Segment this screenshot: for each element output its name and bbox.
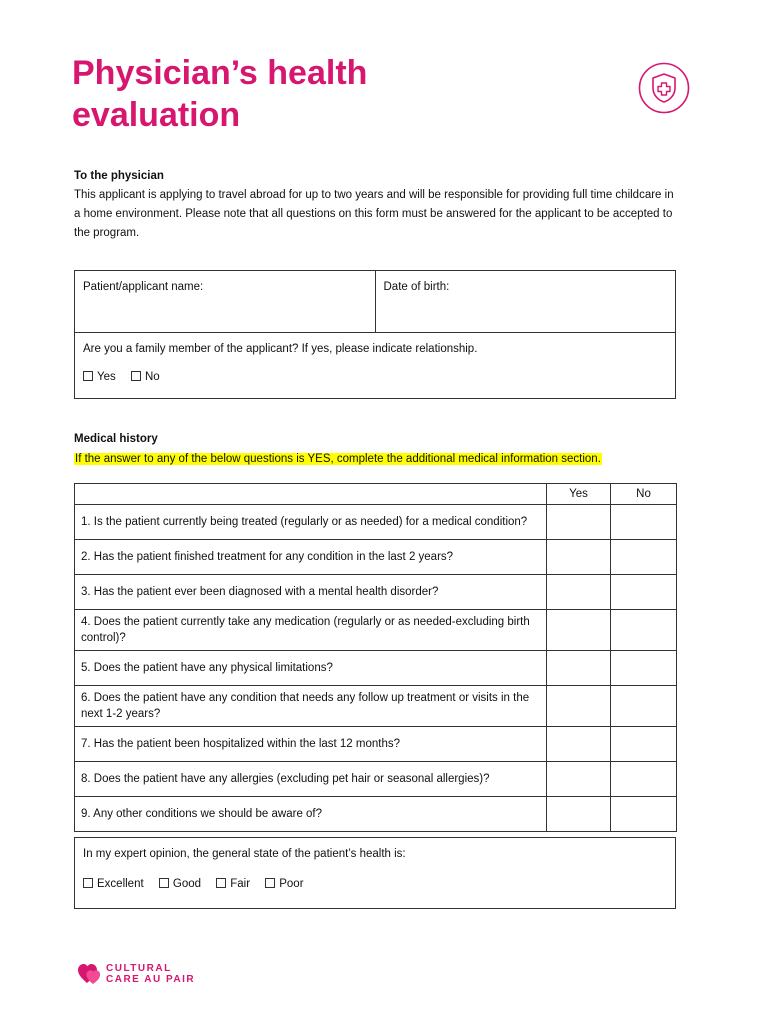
- yes-answer-cell[interactable]: [547, 686, 611, 727]
- no-answer-cell[interactable]: [611, 505, 677, 540]
- no-answer-cell[interactable]: [611, 686, 677, 727]
- yes-answer-cell[interactable]: [547, 651, 611, 686]
- table-row: [75, 575, 677, 610]
- yes-checkbox[interactable]: [83, 371, 116, 383]
- table-row: [75, 762, 677, 797]
- no-answer-cell[interactable]: [611, 540, 677, 575]
- table-row: [75, 797, 677, 832]
- table-row: [75, 686, 677, 727]
- title-line-2: evaluation: [72, 96, 241, 134]
- patient-name-field[interactable]: [75, 271, 376, 333]
- excellent-checkbox[interactable]: [83, 878, 144, 890]
- table-row: [75, 540, 677, 575]
- intro-text: This applicant is applying to travel abroad for up to two years and will be responsible for providing full time childcare in a home environment. Please note that all questions on this form must be answered for the applicant to be accepted to the program.: [74, 189, 674, 239]
- question-text: 3. Has the patient ever been diagnosed with a mental health disorder?: [75, 575, 547, 610]
- family-member-options: [83, 371, 667, 383]
- health-opinion-field: [75, 838, 676, 909]
- question-text: 1. Is the patient currently being treated (regularly or as needed) for a medical condition?: [75, 505, 547, 540]
- question-column-header: [75, 484, 547, 505]
- logo-line-2: CARE AU PAIR: [106, 974, 196, 985]
- medical-history-note: If the answer to any of the below questions is YES, complete the additional medical information section.: [75, 453, 601, 465]
- family-member-field[interactable]: [75, 333, 676, 399]
- yes-answer-cell[interactable]: [547, 727, 611, 762]
- logo-line-1: CULTURAL: [106, 963, 172, 974]
- no-answer-cell[interactable]: [611, 762, 677, 797]
- no-answer-cell[interactable]: [611, 727, 677, 762]
- yes-answer-cell[interactable]: [547, 762, 611, 797]
- health-opinion-options: [83, 878, 667, 890]
- patient-info-table: [74, 270, 676, 399]
- family-member-question: Are you a family member of the applicant? If yes, please indicate relationship.: [83, 343, 478, 355]
- yes-column-header: Yes: [547, 484, 611, 505]
- logo-text: [106, 963, 195, 985]
- medical-history-heading: Medical history: [74, 433, 158, 445]
- intro-heading: To the physician: [74, 170, 164, 182]
- yes-answer-cell[interactable]: [547, 540, 611, 575]
- checkbox-square-icon: [131, 371, 141, 381]
- question-text: 9. Any other conditions we should be aware of?: [75, 797, 547, 832]
- checkbox-square-icon: [216, 878, 226, 888]
- no-answer-cell[interactable]: [611, 610, 677, 651]
- question-text: 2. Has the patient finished treatment for any condition in the last 2 years?: [75, 540, 547, 575]
- question-text: 8. Does the patient have any allergies (excluding pet hair or seasonal allergies)?: [75, 762, 547, 797]
- no-column-header: No: [611, 484, 677, 505]
- table-row: [75, 651, 677, 686]
- checkbox-square-icon: [83, 371, 93, 381]
- title-line-1: Physician’s health: [72, 54, 368, 92]
- checkbox-square-icon: [265, 878, 275, 888]
- medical-history-table: [74, 483, 677, 832]
- question-text: 7. Has the patient been hospitalized within the last 12 months?: [75, 727, 547, 762]
- checkbox-square-icon: [83, 878, 93, 888]
- table-row: [75, 727, 677, 762]
- no-answer-cell[interactable]: [611, 797, 677, 832]
- question-text: 6. Does the patient have any condition that needs any follow up treatment or visits in the next 1-2 years?: [75, 686, 547, 727]
- no-checkbox[interactable]: [131, 371, 160, 383]
- good-label: Good: [172, 878, 202, 890]
- question-text: 5. Does the patient have any physical limitations?: [75, 651, 547, 686]
- good-checkbox[interactable]: [159, 878, 201, 890]
- table-row: [75, 505, 677, 540]
- yes-label: Yes: [97, 371, 116, 383]
- table-header-row: [75, 484, 677, 505]
- cultural-care-logo: [78, 962, 208, 988]
- date-of-birth-label: Date of birth:: [383, 281, 450, 293]
- patient-name-label: Patient/applicant name:: [83, 281, 204, 293]
- yes-answer-cell[interactable]: [547, 610, 611, 651]
- excellent-label: Excellent: [97, 878, 144, 890]
- fair-checkbox[interactable]: [216, 878, 250, 890]
- medical-history-section: [74, 433, 674, 467]
- table-row: [75, 610, 677, 651]
- heart-logo-icon: [78, 963, 102, 985]
- no-label: No: [144, 371, 160, 383]
- yes-answer-cell[interactable]: [547, 575, 611, 610]
- yes-answer-cell[interactable]: [547, 505, 611, 540]
- no-answer-cell[interactable]: [611, 575, 677, 610]
- poor-checkbox[interactable]: [265, 878, 303, 890]
- question-text: 4. Does the patient currently take any medication (regularly or as needed-excluding birth control)?: [75, 610, 547, 651]
- yes-answer-cell[interactable]: [547, 797, 611, 832]
- no-answer-cell[interactable]: [611, 651, 677, 686]
- shield-plus-icon: [638, 62, 690, 114]
- page-title: [72, 52, 432, 136]
- date-of-birth-field[interactable]: [375, 271, 676, 333]
- health-opinion-table: [74, 837, 676, 909]
- intro-section: [74, 170, 674, 243]
- health-opinion-label: In my expert opinion, the general state of the patient’s health is:: [83, 848, 406, 860]
- poor-label: Poor: [279, 878, 304, 890]
- fair-label: Fair: [230, 878, 251, 890]
- checkbox-square-icon: [159, 878, 169, 888]
